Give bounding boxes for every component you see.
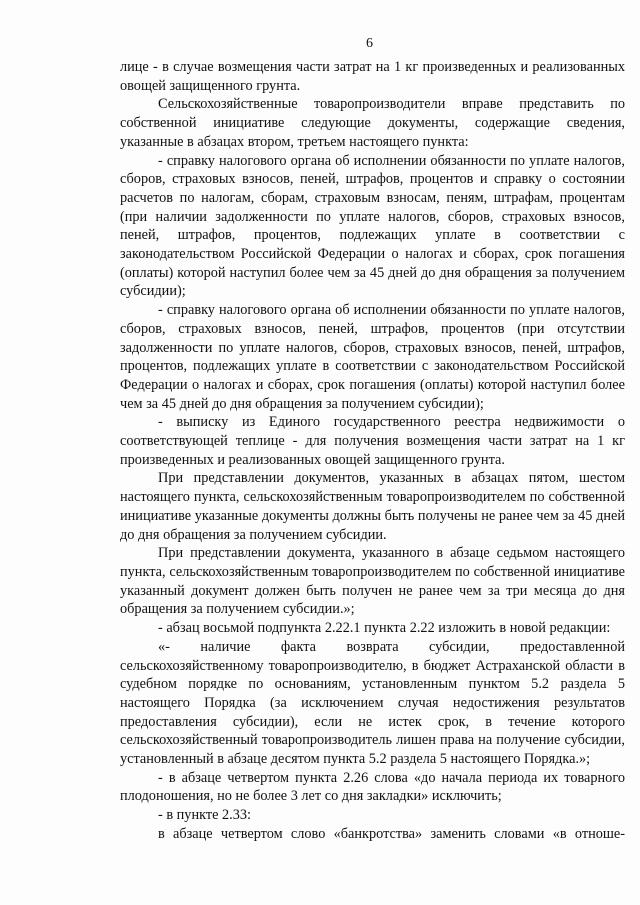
paragraph-7: При представлении документа, указанного в абзаце седьмом настоящего пункта, сельскохозяйственным товаропроизводителем по собственной инициативе указанный документ должен быть получен не ранее чем за три месяца до дня обращения за получением субсидии.»; — [120, 545, 625, 618]
document-body — [120, 58, 625, 844]
paragraph-4: - справку налогового органа об исполнении обязанности по уплате налогов, сборов, страховых взносов, пеней, штрафов, процентов (при отсутствии задолженности по уплате налогов, сборов, страховых взносов, пеней, штрафов, процентов, подлежащих уплате в соответствии с законодательством Российской Федерации о налогах и сборах, срок погашения (оплаты) которой наступил более чем за 45 дней до дня обращения за получением субсидии); — [120, 302, 625, 412]
paragraph-11: - в пункте 2.33: — [158, 807, 252, 824]
paragraph-3: - справку налогового органа об исполнении обязанности по уплате налогов, сборов, страховых взносов, пеней, штрафов, процентов и справку о состоянии расчетов по налогам, сборам, страховым взносам, пеням, штрафам, процентам (при наличии задолженности по уплате налогов, сборов, страховых взносов, пеней, штрафов, процентов, подлежащих уплате в соответствии с законодательством Российской Федерации о налогах и сборах, срок погашения (оплаты) которой наступил более чем за 45 дней до дня обращения за получением субсидии); — [120, 152, 625, 300]
paragraph-10: - в абзаце четвертом пункта 2.26 слова «до начала периода их товарного плодоношения, но не более 3 лет со дня закладки» исключить; — [120, 769, 625, 805]
paragraph-6: При представлении документов, указанных в абзацах пятом, шестом настоящего пункта, сельскохозяйственным товаропроизводителем по собственной инициативе указанные документы должны быть получены не ранее чем за 45 дней до дня обращения за получением субсидии. — [120, 470, 625, 543]
paragraph-9: «- наличие факта возврата субсидии, предоставленной сельскохозяйственному товаропроизводителю, в бюджет Астраханской области в судебном порядке по основаниям, установленным пунктом 5.2 раздела 5 настоящего Порядка (за исключением случая недостижения результатов предоставления субсидии), если не истек срок, в течение которого сельскохозяйственный товаропроизводитель лишен права на получение субсидии, установленный в абзаце десятом пункта 5.2 раздела 5 настоящего Порядка.»; — [120, 638, 625, 768]
page-number: 6 — [366, 36, 373, 51]
paragraph-12: в абзаце четвертом слово «банкротства» заменить словами «в отноше- — [158, 825, 625, 842]
paragraph-2: Сельскохозяйственные товаропроизводители вправе представить по собственной инициативе следующие документы, содержащие сведения, указанные в абзацах втором, третьем настоящего пункта: — [120, 96, 625, 150]
paragraph-8: - абзац восьмой подпункта 2.22.1 пункта 2.22 изложить в новой редакции: — [158, 620, 611, 637]
paragraph-1: лице - в случае возмещения части затрат на 1 кг произведенных и реализованных овощей защищенного грунта. — [120, 59, 625, 94]
paragraph-5: - выписку из Единого государственного реестра недвижимости о соответствующей теплице - для получения возмещения части затрат на 1 кг произведенных и реализованных овощей защищенного грунта. — [120, 414, 625, 468]
